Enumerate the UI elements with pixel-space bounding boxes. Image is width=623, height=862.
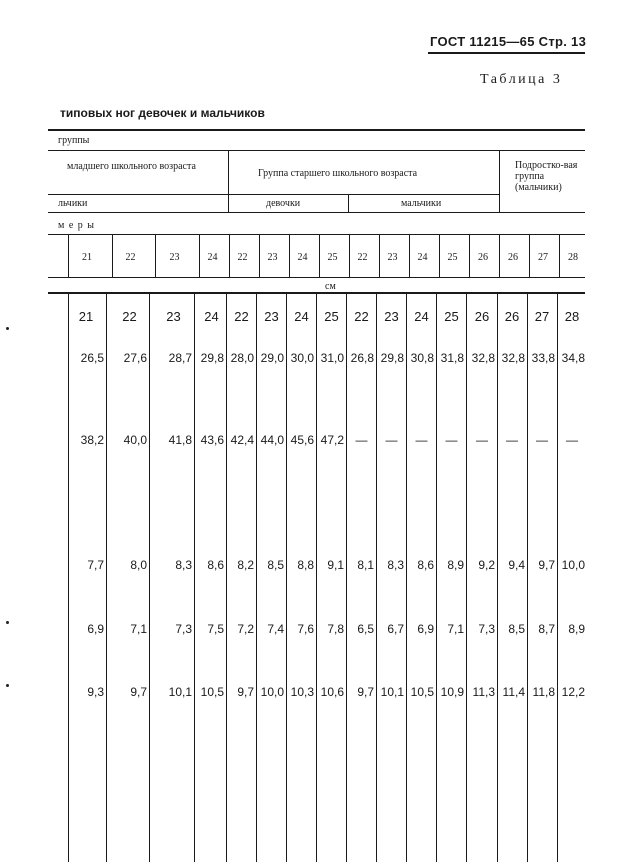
- table-cell: 24: [414, 309, 429, 324]
- girls-boys-divider: [348, 194, 349, 212]
- table-cell: 9,7: [130, 685, 147, 699]
- size-header-cell: 22: [237, 252, 248, 263]
- column-divider: [436, 293, 437, 862]
- table-cell: 44,0: [260, 433, 284, 447]
- measures-label: м е р ы: [58, 220, 95, 231]
- junior-group-label: младшего школьного возраста: [67, 161, 196, 172]
- column-divider: [557, 293, 558, 862]
- table-cell: 25: [324, 309, 339, 324]
- table-cell: 47,2: [320, 433, 344, 447]
- size-header-cell: 23: [267, 252, 278, 263]
- size-header-cell: 21: [82, 252, 92, 263]
- table-cell: 43,6: [200, 433, 224, 447]
- table-cell: 24: [204, 309, 219, 324]
- size-header-divider: [155, 234, 156, 277]
- size-header-divider: [379, 234, 380, 277]
- size-header-cell: 24: [297, 252, 308, 263]
- table-cell: 27: [534, 309, 550, 324]
- table-cell: 8,5: [267, 558, 284, 572]
- table-cell: 8,7: [538, 622, 555, 636]
- boys-left-label: льчики: [58, 198, 88, 209]
- boys-label: мальчики: [401, 198, 442, 209]
- table-cell: 32,8: [501, 351, 525, 365]
- table-cell: 10,1: [380, 685, 404, 699]
- table-cell: 8,5: [508, 622, 525, 636]
- size-header-divider: [319, 234, 320, 277]
- table-cell: 40,0: [123, 433, 147, 447]
- table-cell: 30,0: [290, 351, 314, 365]
- table-cell: 7,1: [130, 622, 147, 636]
- table-cell: 9,3: [87, 685, 104, 699]
- table-cell: 10,0: [260, 685, 284, 699]
- size-header-divider: [199, 234, 200, 277]
- table-top-rule: [48, 129, 585, 131]
- table-cell: 22: [122, 309, 137, 324]
- table-cell: 8,6: [207, 558, 224, 572]
- table-cell: 7,2: [237, 622, 254, 636]
- table-cell: 12,2: [561, 685, 585, 699]
- table-cell: 26,8: [350, 351, 374, 365]
- table-cell: 7,3: [175, 622, 192, 636]
- table-cell: 7,6: [297, 622, 314, 636]
- table-caption: типовых ног девочек и мальчиков: [60, 106, 265, 120]
- table-cell: 6,9: [87, 622, 104, 636]
- unit-label: см: [325, 281, 336, 292]
- table-cell: 8,0: [130, 558, 147, 572]
- table-cell: 28,7: [168, 351, 192, 365]
- size-header-cell: 24: [417, 252, 428, 263]
- table-cell: 8,9: [568, 622, 585, 636]
- table-cell: 24: [294, 309, 309, 324]
- table-cell: —: [506, 433, 518, 447]
- table-cell: —: [536, 433, 548, 447]
- table-cell: 10,3: [290, 685, 314, 699]
- table-cell: 23: [166, 309, 181, 324]
- table-cell: 45,6: [290, 433, 314, 447]
- table-cell: 26: [474, 309, 490, 324]
- table-cell: —: [355, 433, 368, 447]
- table-cell: 41,8: [168, 433, 192, 447]
- table-cell: 7,3: [478, 622, 495, 636]
- table-cell: 38,2: [80, 433, 104, 447]
- table-cell: 7,4: [267, 622, 284, 636]
- junior-divider: [228, 150, 229, 212]
- table-cell: 9,1: [327, 558, 344, 572]
- table-cell: 34,8: [561, 351, 585, 365]
- column-divider: [527, 293, 528, 862]
- column-divider: [497, 293, 498, 862]
- size-header-divider: [559, 234, 560, 277]
- column-divider: [466, 293, 467, 862]
- measures-rule: [48, 234, 585, 235]
- subgroup-bottom-rule: [48, 212, 585, 213]
- size-header-divider: [439, 234, 440, 277]
- senior-group-label: Группа старшего школьного возраста: [258, 168, 418, 179]
- table-cell: 8,3: [175, 558, 192, 572]
- table-cell: 31,8: [440, 351, 464, 365]
- table-cell: —: [415, 433, 428, 447]
- table-cell: 10,1: [168, 685, 192, 699]
- table-cell: 26,5: [80, 351, 104, 365]
- table-cell: 29,0: [260, 351, 284, 365]
- size-header-cell: 26: [478, 252, 488, 263]
- table-cell: 26: [504, 309, 520, 324]
- table-cell: 22: [234, 309, 249, 324]
- size-header-divider: [469, 234, 470, 277]
- table-cell: 10,9: [440, 685, 464, 699]
- margin-mark: [6, 327, 9, 330]
- column-divider: [286, 293, 287, 862]
- table-cell: —: [385, 433, 398, 447]
- table-name: Таблица 3: [480, 72, 563, 87]
- size-header-divider: [259, 234, 260, 277]
- column-divider: [149, 293, 150, 862]
- size-header-cell: 22: [357, 252, 368, 263]
- column-divider: [68, 293, 69, 862]
- margin-mark: [6, 621, 9, 624]
- size-header-cell: 25: [447, 252, 458, 263]
- table-cell: 9,7: [357, 685, 374, 699]
- doc-reference: ГОСТ 11215—65 Стр. 13: [430, 34, 587, 49]
- table-cell: 22: [354, 309, 369, 324]
- size-header-cell: 23: [387, 252, 398, 263]
- table-cell: 8,2: [237, 558, 254, 572]
- column-divider: [256, 293, 257, 862]
- table-cell: 42,4: [230, 433, 254, 447]
- column-divider: [406, 293, 407, 862]
- table-cell: 29,8: [200, 351, 224, 365]
- table-cell: 9,4: [508, 558, 525, 572]
- table-cell: 7,5: [207, 622, 224, 636]
- column-divider: [226, 293, 227, 862]
- table-cell: 28: [564, 309, 580, 324]
- table-cell: 8,1: [357, 558, 374, 572]
- table-cell: 11,8: [532, 685, 555, 699]
- size-header-rule: [48, 277, 585, 278]
- table-cell: 8,9: [447, 558, 464, 572]
- size-header-divider: [529, 234, 530, 277]
- size-header-divider: [112, 234, 113, 277]
- size-header-divider: [68, 234, 69, 277]
- size-header-cell: 24: [207, 252, 218, 263]
- table-cell: 10,5: [200, 685, 224, 699]
- table-cell: —: [566, 433, 578, 447]
- table-cell: 11,3: [472, 685, 495, 699]
- table-cell: 28,0: [230, 351, 254, 365]
- table-cell: 23: [384, 309, 399, 324]
- table-cell: 23: [264, 309, 279, 324]
- table-cell: 21: [78, 309, 94, 324]
- table-cell: 27,6: [123, 351, 147, 365]
- table-cell: 25: [444, 309, 459, 324]
- table-cell: 31,0: [320, 351, 344, 365]
- column-divider: [316, 293, 317, 862]
- table-cell: 32,8: [471, 351, 495, 365]
- table-cell: 9,7: [538, 558, 555, 572]
- size-header-cell: 28: [568, 252, 578, 263]
- groups-label: группы: [58, 135, 90, 146]
- table-cell: 11,4: [502, 685, 525, 699]
- margin-mark: [6, 684, 9, 687]
- table-cell: 29,8: [380, 351, 404, 365]
- table-cell: 33,8: [531, 351, 555, 365]
- size-header-divider: [229, 234, 230, 277]
- table-cell: 8,6: [417, 558, 434, 572]
- subgroup-rule: [48, 194, 500, 195]
- size-header-cell: 26: [508, 252, 518, 263]
- table-cell: —: [476, 433, 488, 447]
- table-cell: 8,3: [387, 558, 404, 572]
- size-header-cell: 25: [327, 252, 338, 263]
- size-header-divider: [499, 234, 500, 277]
- table-cell: 10,5: [410, 685, 434, 699]
- table-cell: 7,1: [447, 622, 464, 636]
- table-cell: 9,7: [237, 685, 254, 699]
- teen-group-label: Подростко-вая группа (мальчики): [515, 160, 578, 193]
- size-header-cell: 22: [125, 252, 136, 263]
- table-cell: —: [445, 433, 458, 447]
- table-cell: 6,9: [417, 622, 434, 636]
- column-divider: [106, 293, 107, 862]
- column-divider: [346, 293, 347, 862]
- column-divider: [194, 293, 195, 862]
- column-divider: [376, 293, 377, 862]
- table-cell: 7,8: [327, 622, 344, 636]
- size-header-divider: [409, 234, 410, 277]
- size-header-cell: 27: [538, 252, 548, 263]
- header-rule: [428, 52, 585, 54]
- groups-rule: [48, 150, 585, 151]
- size-header-divider: [289, 234, 290, 277]
- size-header-divider: [349, 234, 350, 277]
- table-cell: 30,8: [410, 351, 434, 365]
- table-cell: 8,8: [297, 558, 314, 572]
- table-cell: 7,7: [87, 558, 104, 572]
- table-cell: 10,0: [561, 558, 585, 572]
- size-header-cell: 23: [169, 252, 180, 263]
- table-cell: 6,5: [357, 622, 374, 636]
- girls-label: девочки: [266, 198, 301, 209]
- teen-divider: [499, 150, 500, 212]
- table-cell: 6,7: [387, 622, 404, 636]
- table-cell: 10,6: [320, 685, 344, 699]
- table-cell: 9,2: [478, 558, 495, 572]
